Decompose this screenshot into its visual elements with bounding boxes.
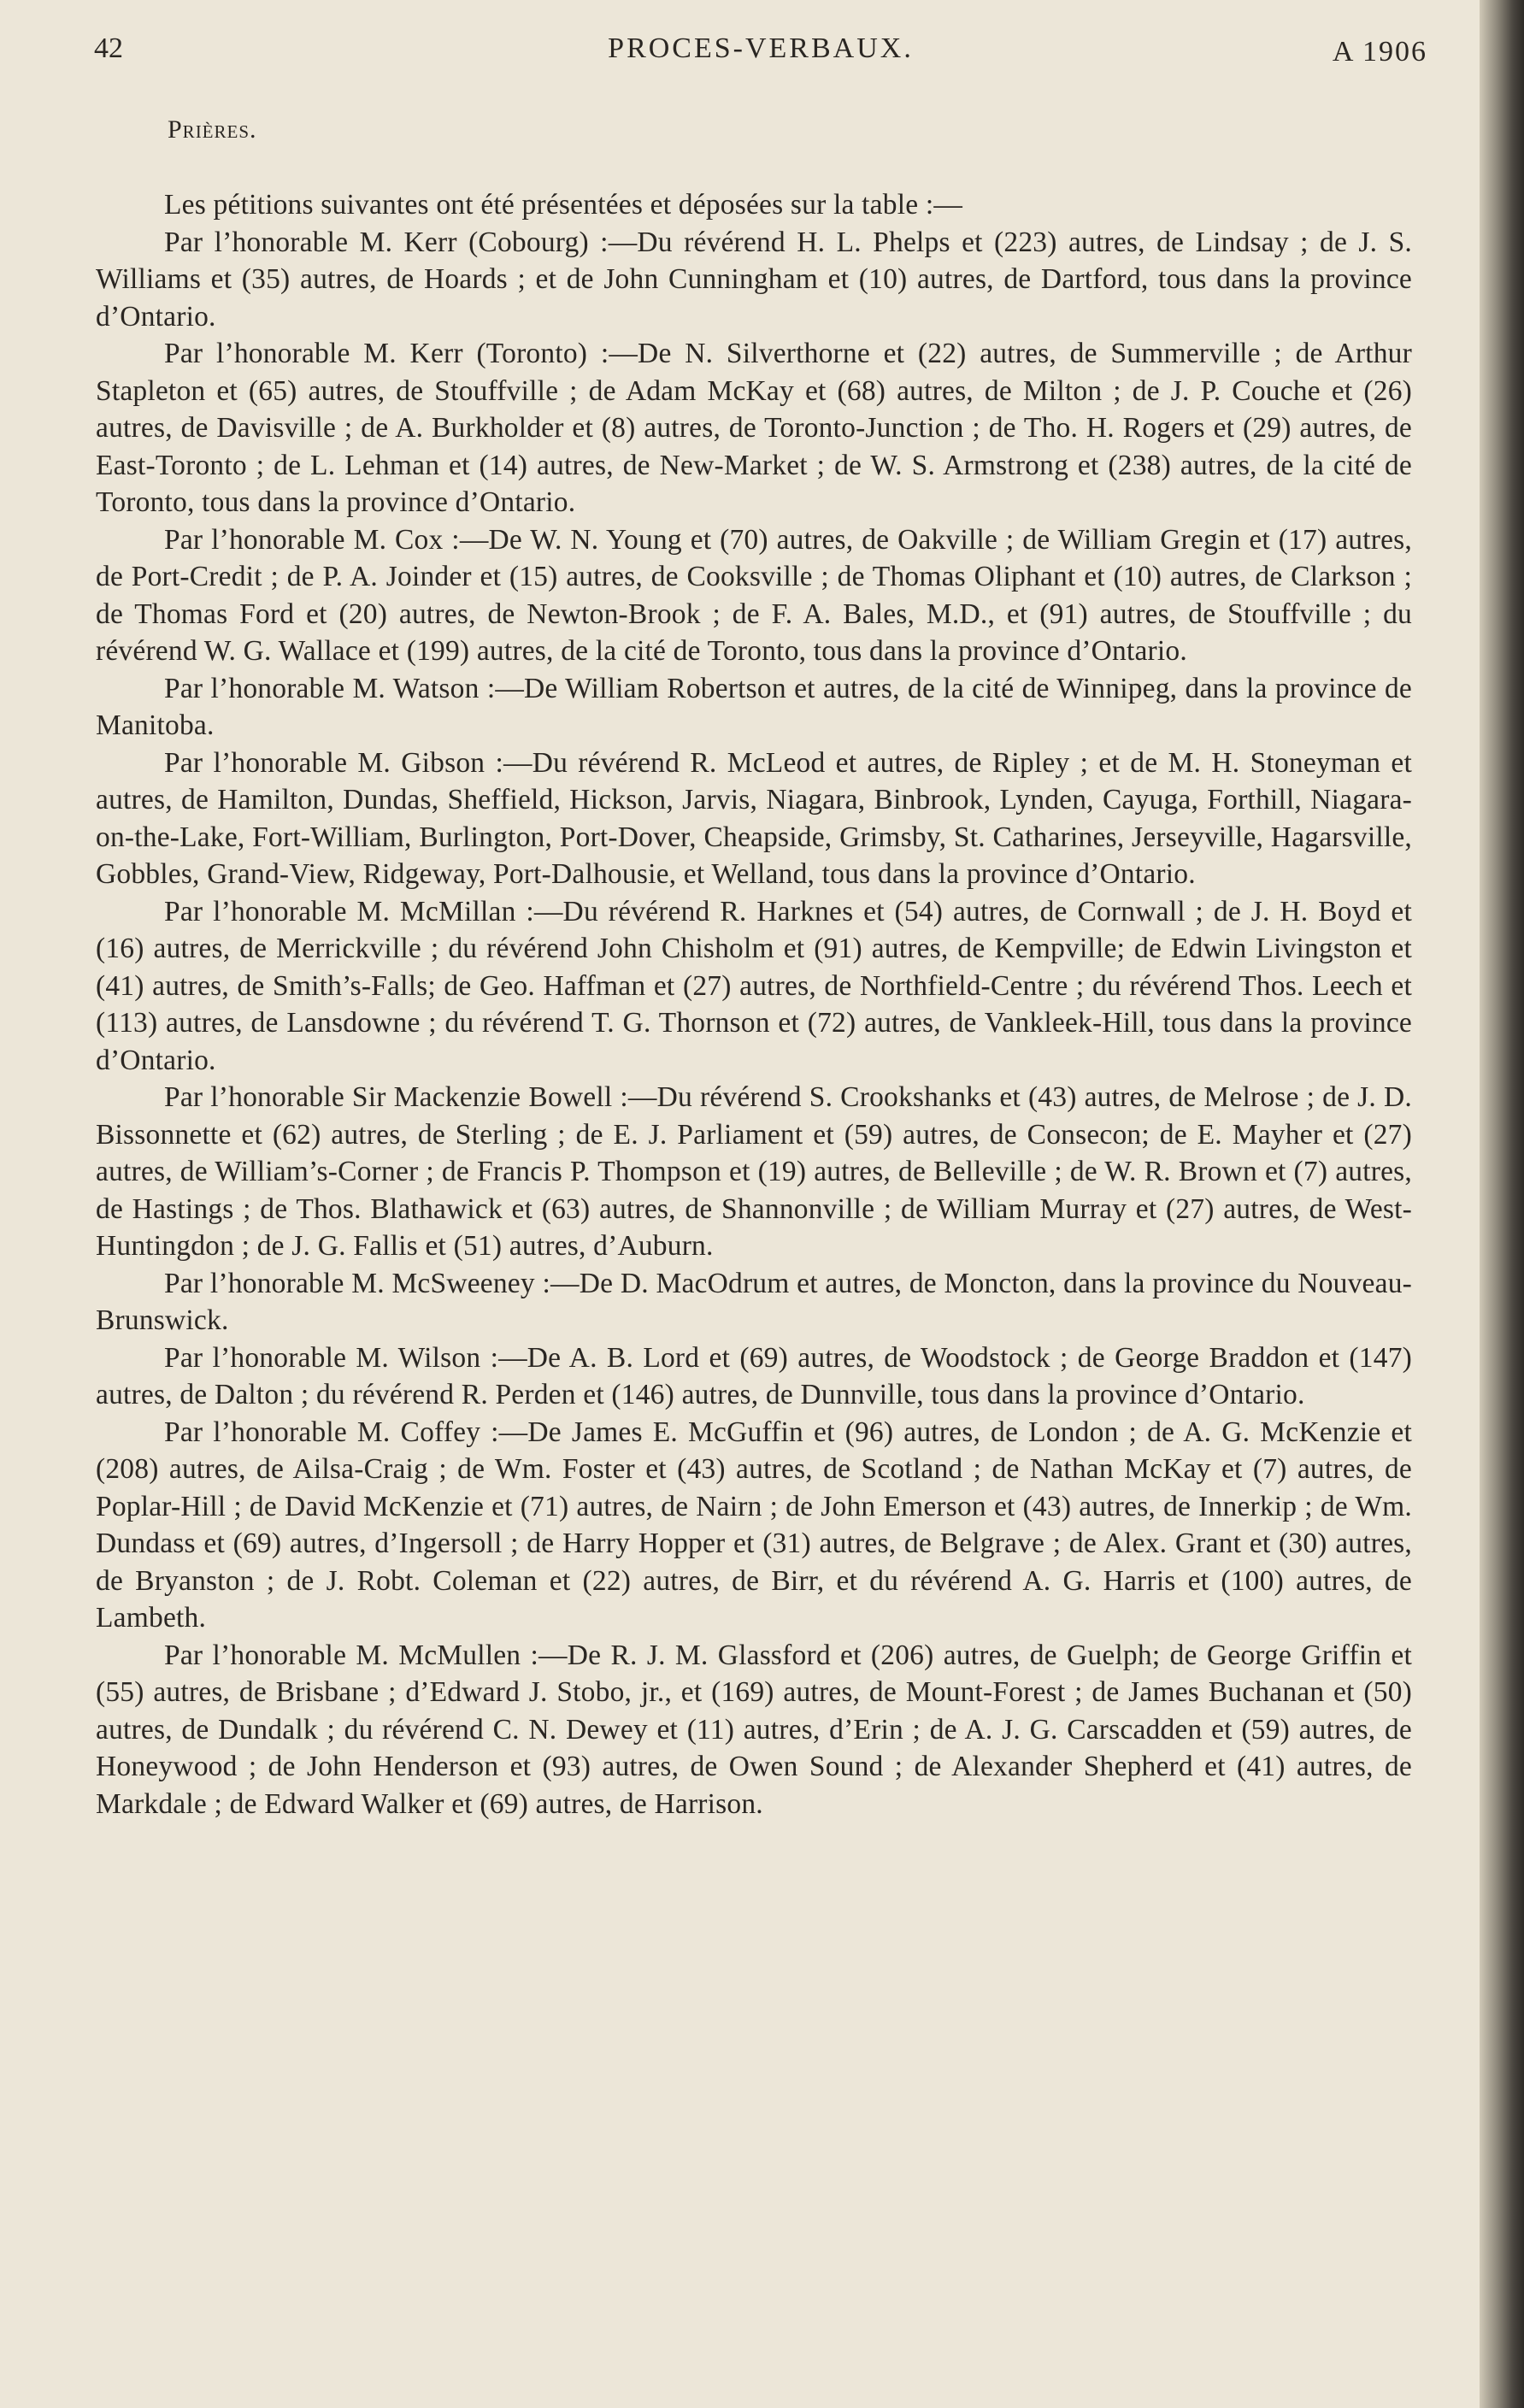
- paragraph-petition: Par l’honorable M. McSweeney :—De D. MacOdrum et autres, de Moncton, dans la province du Nouveau-Brunswick.: [96, 1267, 1412, 1336]
- paragraph-petition: Par l’honorable M. Watson :—De William Robertson et autres, de la cité de Winnipeg, dans la province de Manitoba.: [96, 672, 1412, 741]
- paragraph-petition: Par l’honorable M. McMillan :—Du révérend R. Harknes et (54) autres, de Cornwall ; de J. H. Boyd et (16) autres, de Merrickville ; du révérend John Chisholm et (91) autres, de Kempville; de Edwin Livingston et (41) autres, de Smith’s-Falls; de Geo. Haffman et (27) autres, de Northfield-Centre ; du révérend Thos. Leech et (113) autres, de Lansdowne ; du révérend T. G. Thornson et (72) autres, de Vankleek-Hill, tous dans la province d’Ontario.: [96, 895, 1412, 1076]
- running-title: PROCES-VERBAUX.: [608, 32, 914, 64]
- paragraph-petition: Par l’honorable M. Kerr (Cobourg) :—Du révérend H. L. Phelps et (223) autres, de Lindsay ; de J. S. Williams et (35) autres, de Hoards ; et de John Cunningham et (10) autres, de Dartford, tous dans la province d’Ontario.: [96, 226, 1412, 333]
- paragraph-petition: Par l’honorable M. McMullen :—De R. J. M. Glassford et (206) autres, de Guelph; de George Griffin et (55) autres, de Brisbane ; d’Edward J. Stobo, jr., et (169) autres, de Mount-Forest ; de James Buchanan et (50) autres, de Dundalk ; du révérend C. N. Dewey et (11) autres, d’Erin ; de A. J. G. Carscadden et (59) autres, de Honeywood ; de John Henderson et (93) autres, de Owen Sound ; de Alexander Shepherd et (41) autres, de Markdale ; de Edward Walker et (69) autres, de Harrison.: [96, 1639, 1412, 1820]
- page-header: [94, 32, 1427, 75]
- paragraph-petition: Par l’honorable M. Kerr (Toronto) :—De N. Silverthorne et (22) autres, de Summerville ; de Arthur Stapleton et (65) autres, de Stouffville ; de Adam McKay et (68) autres, de Milton ; de J. P. Couche et (26) autres, de Davisville ; de A. Burkholder et (8) autres, de Toronto-Junction ; de Tho. H. Rogers et (29) autres, de East-Toronto ; de L. Lehman et (14) autres, de New-Market ; de W. S. Armstrong et (238) autres, de la cité de Toronto, tous dans la province d’Ontario.: [96, 338, 1412, 518]
- paragraph-petition: Par l’honorable Sir Mackenzie Bowell :—Du révérend S. Crookshanks et (43) autres, de Melrose ; de J. D. Bissonnette et (62) autres, de Sterling ; de E. J. Parliament et (59) autres, de Consecon; de E. Mayher et (27) autres, de William’s-Corner ; de Francis P. Thompson et (19) autres, de Belleville ; de W. R. Brown et (7) autres, de Hastings ; de Thos. Blathawick et (63) autres, de Shannonville ; de William Murray et (27) autres, de West-Huntingdon ; de J. G. Fallis et (51) autres, d’Auburn.: [96, 1081, 1412, 1262]
- paragraph-petition: Par l’honorable M. Cox :—De W. N. Young et (70) autres, de Oakville ; de William Gregin et (17) autres, de Port-Credit ; de P. A. Joinder et (15) autres, de Cooksville ; de Thomas Oliphant et (10) autres, de Clarkson ; de Thomas Ford et (20) autres, de Newton-Brook ; de F. A. Bales, M.D., et (91) autres, de Stouffville ; du révérend W. G. Wallace et (199) autres, de la cité de Toronto, tous dans la province d’Ontario.: [96, 523, 1412, 667]
- page-number: 42: [94, 32, 123, 64]
- paragraph-petition: Par l’honorable M. Wilson :—De A. B. Lord et (69) autres, de Woodstock ; de George Braddon et (147) autres, de Dalton ; du révérend R. Perden et (146) autres, de Dunnville, tous dans la province d’Ontario.: [96, 1341, 1412, 1410]
- paragraph-petition: Par l’honorable M. Gibson :—Du révérend R. McLeod et autres, de Ripley ; et de M. H. Stoneyman et autres, de Hamilton, Dundas, Sheffield, Hickson, Jarvis, Niagara, Binbrook, Lynden, Cayuga, Forthill, Niagara-on-the-Lake, Fort-William, Burlington, Port-Dover, Cheapside, Grimsby, St. Catharines, Jerseyville, Hagarsville, Gobbles, Grand-View, Ridgeway, Port-Dalhousie, et Welland, tous dans la province d’Ontario.: [96, 746, 1412, 890]
- book-spine-shadow: [1480, 0, 1524, 2408]
- page-body: [96, 186, 1412, 1822]
- paragraph-petition: Par l’honorable M. Coffey :—De James E. McGuffin et (96) autres, de London ; de A. G. McKenzie et (208) autres, de Ailsa-Craig ; de Wm. Foster et (43) autres, de Scotland ; de Nathan McKay et (7) autres, de Poplar-Hill ; de David McKenzie et (71) autres, de Nairn ; de John Emerson et (43) autres, de Innerkip ; de Wm. Dundass et (69) autres, d’Ingersoll ; de Harry Hopper et (31) autres, de Belgrave ; de Alex. Grant et (30) autres, de Bryanston ; de J. Robt. Coleman et (22) autres, de Birr, et du révérend A. G. Harris et (100) autres, de Lambeth.: [96, 1416, 1412, 1634]
- session-year: A 1906: [1332, 36, 1427, 68]
- paragraph-intro: Les pétitions suivantes ont été présentées et déposées sur la table :—: [164, 189, 963, 221]
- section-title: Prières.: [168, 115, 257, 144]
